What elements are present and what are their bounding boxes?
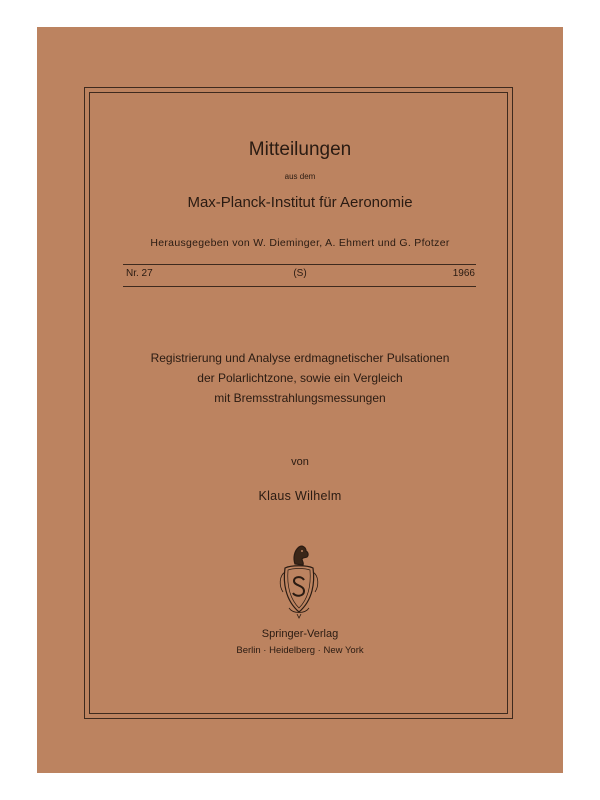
publisher-places: Berlin · Heidelberg · New York (236, 645, 364, 656)
book-title (0, 348, 600, 408)
by-label: von (291, 456, 309, 468)
institute-name: Max-Planck-Institut für Aeronomie (187, 194, 413, 211)
section-code: (S) (293, 268, 307, 279)
author-name: Klaus Wilhelm (258, 489, 342, 503)
book-title-line-1: Registrierung und Analyse erdmagnetischer Pulsationen (150, 351, 450, 365)
series-title: Mitteilungen (248, 139, 352, 160)
issue-number: Nr. 27 (126, 268, 153, 279)
publication-year: 1966 (452, 268, 475, 279)
book-title-line-3: mit Bremsstrahlungsmessungen (214, 391, 386, 405)
publisher-name: Springer-Verlag (261, 628, 339, 640)
divider-top (123, 264, 476, 265)
springer-knight-logo-icon (275, 542, 323, 622)
aus-dem-label: aus dem (284, 172, 316, 181)
divider-bottom (123, 286, 476, 287)
book-title-line-2: der Polarlichtzone, sowie ein Vergleich (197, 371, 403, 385)
editors-line: Herausgegeben von W. Dieminger, A. Ehmert und G. Pfotzer (150, 237, 450, 249)
